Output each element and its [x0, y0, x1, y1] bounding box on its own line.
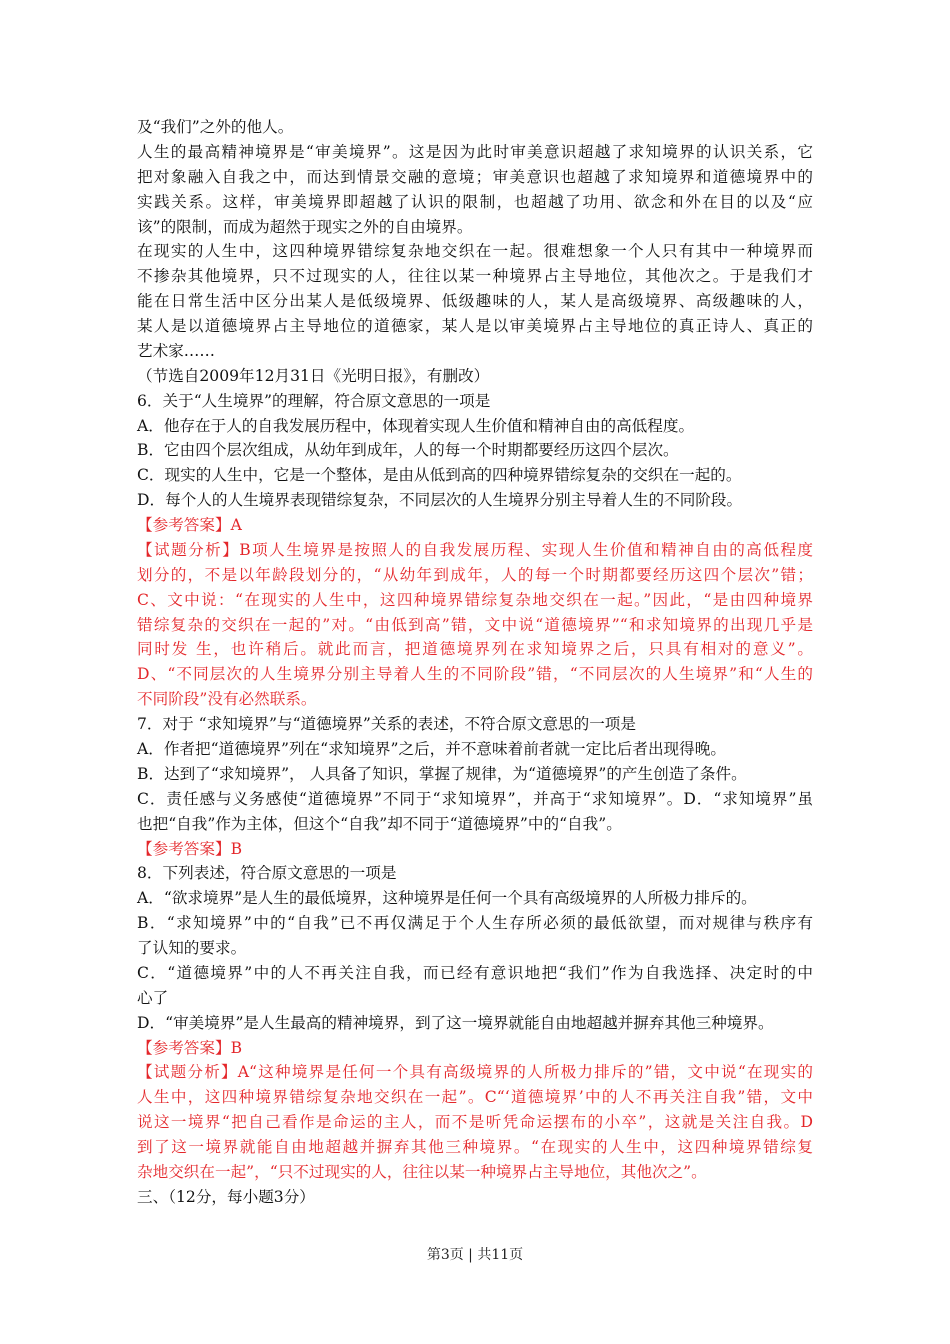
text-line: 了认知的要求。: [137, 939, 247, 958]
answer-text-line: 划分的，不是以年龄段划分的，“从幼年到成年，人的每一个时期都要经历这四个层次”错；: [137, 565, 813, 584]
text-line: 也把“自我”作为主体，但这个“自我”却不同于“道德境界”中的“自我”。: [137, 814, 622, 833]
answer-text-line: 【试题分析】B项人生境界是按照人的自我发展历程、实现人生价值和精神自由的高低程度: [137, 540, 813, 559]
text-line: 8．下列表述，符合原文意思的一项是: [137, 864, 397, 883]
answer-text-line: 错综复杂的交织在一起的”对。“由低到高”错，文中说“道德境界”“和求知境界的出现几乎是: [137, 615, 813, 634]
answer-text-line: 【试题分析】A“这种境界是任何一个具有高级境界的人所极力排斥的”错，文中说“在现实的: [137, 1063, 813, 1082]
text-line: 艺术家……: [137, 341, 215, 360]
text-line: （节选自2009年12月31日《光明日报》，有删改）: [137, 366, 490, 385]
answer-text-line: 不同阶段”没有必然联系。: [137, 690, 317, 709]
text-line: C．现实的人生中，它是一个整体，是由从低到高的四种境界错综复杂的交织在一起的。: [137, 466, 742, 485]
text-line: 三、（12分，每小题3分）: [137, 1187, 315, 1206]
text-line: C．责任感与义务感使“道德境界”不同于“求知境界”，并高于“求知境界”。D．“求知境界”虽: [137, 789, 813, 808]
answer-text-line: 【参考答案】B: [137, 1038, 243, 1057]
text-line: 实践关系。这样，审美境界即超越了认识的限制，也超越了功用、欲念和外在目的以及“应: [137, 192, 813, 211]
text-line: 人生的最高精神境界是“审美境界”。这是因为此时审美意识超越了求知境界的认识关系，它: [137, 142, 813, 161]
text-line: 该”的限制，而成为超然于现实之外的自由境界。: [137, 217, 473, 236]
text-line: B．它由四个层次组成，从幼年到成年，人的每一个时期都要经历这四个层次。: [137, 441, 679, 460]
page-footer: 第3页 | 共11页: [426, 1247, 524, 1263]
text-line: 不掺杂其他境界，只不过现实的人，往往以某一种境界占主导地位，其他次之。于是我们才: [137, 267, 813, 286]
answer-text-line: 到了这一境界就能自由地超越并摒弃其他三种境界。“在现实的人生中，这四种境界错综复: [137, 1138, 813, 1157]
answer-text-line: 【参考答案】A: [137, 516, 242, 535]
answer-text-line: 同时发 生，也许稍后。就此而言，把道德境界列在求知境界之后，只具有相对的意义”。: [137, 640, 813, 659]
text-line: C．“道德境界”中的人不再关注自我，而已经有意识地把“我们”作为自我选择、决定时的中: [137, 963, 813, 982]
text-line: 在现实的人生中，这四种境界错综复杂地交织在一起。很难想象一个人只有其中一种境界而: [137, 242, 813, 261]
text-line: 心了: [137, 988, 169, 1007]
text-line: A．“欲求境界”是人生的最低境界，这种境界是任何一个具有高级境界的人所极力排斥的。: [137, 889, 757, 908]
text-line: B．“求知境界”中的“自我”已不再仅满足于个人生存所必须的最低欲望，而对规律与秩序有: [137, 914, 813, 933]
text-line: 把对象融入自我之中，而达到情景交融的意境；审美意识也超越了求知境界和道德境界中的: [137, 167, 813, 186]
text-line: 能在日常生活中区分出某人是低级境界、低级趣味的人，某人是高级境界、高级趣味的人，: [137, 292, 813, 311]
text-line: 某人是以道德境界占主导地位的道德家，某人是以审美境界占主导地位的真正诗人、真正的: [137, 317, 813, 336]
text-line: 及“我们”之外的他人。: [137, 118, 294, 136]
text-line: 7．对于 “求知境界”与“道德境界”关系的表述，不符合原文意思的一项是: [137, 715, 636, 734]
text-line: D．“审美境界”是人生最高的精神境界，到了这一境界就能自由地超越并摒弃其他三种境界。: [137, 1013, 774, 1032]
text-line: B．达到了“求知境界”， 人具备了知识，掌握了规律，为“道德境界”的产生创造了条件。: [137, 764, 747, 783]
text-line: A．作者把“道德境界”列在“求知境界”之后，并不意味着前者就一定比后者出现得晚。: [137, 740, 726, 758]
text-line: A．他存在于人的自我发展历程中，体现着实现人生价值和精神自由的高低程度。: [137, 416, 695, 435]
answer-text-line: 人生中，这四种境界错综复杂地交织在一起”。C“‘道德境界’中的人不再关注自我”错，文中: [137, 1088, 813, 1107]
text-line: D．每个人的人生境界表现错综复杂，不同层次的人生境界分别主导着人生的不同阶段。: [137, 491, 743, 510]
answer-text-line: 说这一境界“把自己看作是命运的主人，而不是听凭命运摆布的小卒”，这就是关注自我。D: [137, 1113, 813, 1132]
answer-text-line: 杂地交织在一起”，“只不过现实的人，往往以某一种境界占主导地位，其他次之”。: [137, 1162, 707, 1181]
answer-text-line: C、文中说：“在现实的人生中，这四种境界错综复杂地交织在一起。”因此，“是由四种境界: [137, 590, 813, 609]
text-line: 6．关于“人生境界”的理解，符合原文意思的一项是: [137, 391, 491, 410]
answer-text-line: 【参考答案】B: [137, 839, 243, 858]
answer-text-line: D、“不同层次的人生境界分别主导着人生的不同阶段”错，“不同层次的人生境界”和“人生的: [137, 665, 813, 684]
